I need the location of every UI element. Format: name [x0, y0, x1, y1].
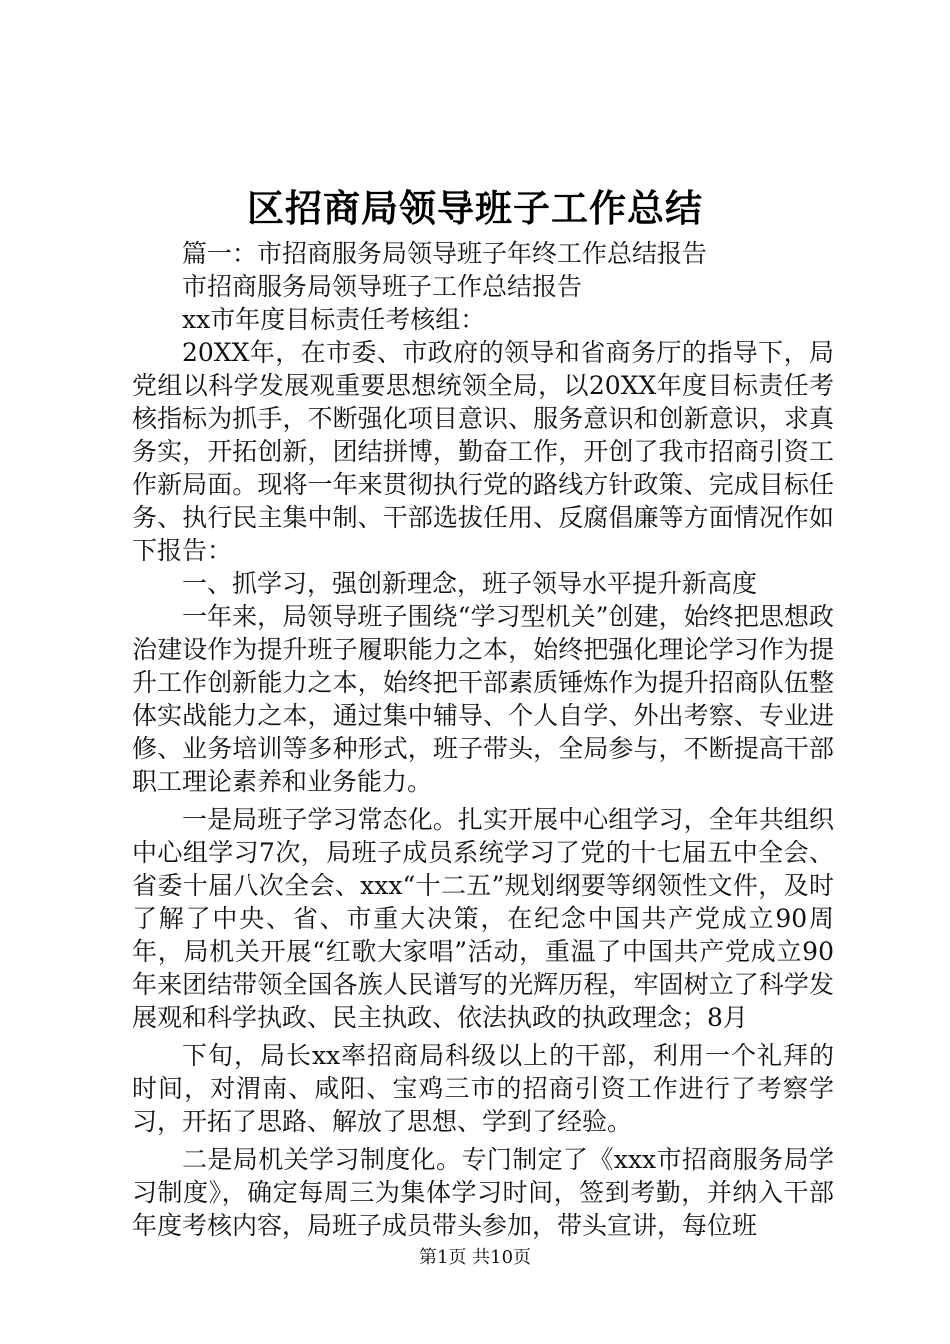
document-title: 区招商局领导班子工作总结: [247, 186, 703, 230]
paragraph: 一是局班子学习常态化。扎实开展中心组学习，全年共组织中心组学习7次，局班子成员系统学习了党的十七届五中全会、省委十届八次全会、xxx“十二五”规划纲要等纲领性文件，及时了解了中央、省、市重大决策，在纪念中国共产党成立90周年，局机关开展“红歌大家唱”活动，重温了中国共产党成立90年来团结带领全国各族人民谱写的光辉历程，牢固树立了科学发展观和科学执政、民主执政、依法执政的执政理念；8月: [132, 805, 834, 1032]
paragraph: 市招商服务局领导班子工作总结报告: [182, 272, 583, 301]
paragraph: 20XX年，在市委、市政府的领导和省商务厅的指导下，局党组以科学发展观重要思想统领全局，以20XX年度目标责任考核指标为抓手，不断强化项目意识、服务意识和创新意识，求真务实，开拓创新，团结拼博，勤奋工作，开创了我市招商引资工作新局面。现将一年来贯彻执行党的路线方针政策、完成目标任务、执行民主集中制、干部选拔任用、反腐倡廉等方面情况作如下报告：: [132, 338, 834, 565]
paragraph: xx市年度目标责任考核组：: [182, 305, 486, 334]
paragraph: 篇一：市招商服务局领导班子年终工作总结报告: [182, 239, 708, 268]
document-body: [132, 237, 834, 1242]
paragraph: 下旬，局长xx率招商局科级以上的干部，利用一个礼拜的时间，对渭南、咸阳、宝鸡三市的招商引资工作进行了考察学习，开拓了思路、解放了思想、学到了经验。: [132, 1041, 834, 1136]
paragraph: 一年来，局领导班子围绕“学习型机关”创建，始终把思想政治建设作为提升班子履职能力之本，始终把强化理论学习作为提升工作创新能力之本，始终把干部素质锤炼作为提升招商队伍整体实战能力之本，通过集中辅导、个人自学、外出考察、专业进修、业务培训等多种形式，班子带头，全局参与，不断提高干部职工理论素养和业务能力。: [132, 602, 834, 796]
paragraph: 二是局机关学习制度化。专门制定了《xxx市招商服务局学习制度》，确定每周三为集体学习时间，签到考勤，并纳入干部年度考核内容，局班子成员带头参加，带头宣讲，每位班: [132, 1145, 834, 1240]
page-number: 第1页 共10页: [418, 1247, 532, 1268]
section-heading: 一、抓学习，强创新理念，班子领导水平提升新高度: [182, 569, 758, 598]
